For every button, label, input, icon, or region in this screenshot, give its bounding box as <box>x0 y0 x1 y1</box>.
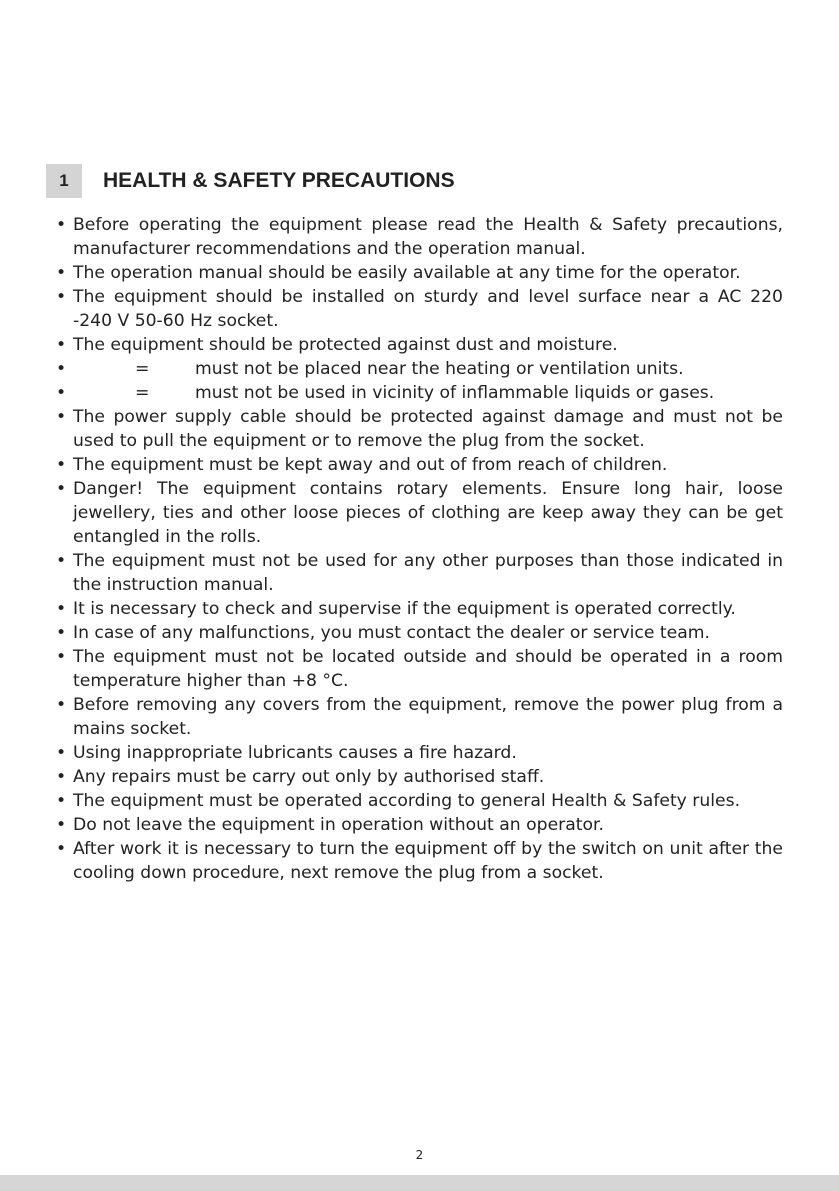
bullet-icon: • <box>56 647 67 667</box>
bullet-icon: • <box>56 599 67 619</box>
list-item <box>56 789 783 813</box>
item-text: The power supply cable should be protected against damage and must not be used to pull the equipment or to remove the plug from the socket. <box>73 407 783 451</box>
bullet-icon: • <box>56 359 67 379</box>
item-text: Any repairs must be carry out only by authorised staff. <box>73 767 545 787</box>
list-item <box>56 477 783 549</box>
bullet-icon: • <box>56 551 67 571</box>
list-item <box>56 333 783 357</box>
precautions-list <box>56 213 783 885</box>
bullet-icon: • <box>56 335 67 355</box>
item-text: The operation manual should be easily available at any time for the operator. <box>73 263 741 283</box>
section-heading <box>46 164 455 198</box>
item-text: Using inappropriate lubricants causes a fire hazard. <box>73 743 517 763</box>
list-item <box>56 285 783 333</box>
bullet-icon: • <box>56 815 67 835</box>
item-text: After work it is necessary to turn the equipment off by the switch on unit after the cooling down procedure, next remove the plug from a socket. <box>73 839 783 883</box>
list-item <box>56 765 783 789</box>
bullet-icon: • <box>56 215 67 235</box>
list-item <box>56 813 783 837</box>
ditto-mark: = <box>135 383 150 403</box>
item-text: The equipment must not be located outside and should be operated in a room temperature higher than +8 °C. <box>73 647 783 691</box>
bullet-icon: • <box>56 455 67 475</box>
list-item <box>56 597 783 621</box>
ditto-mark: = <box>135 359 150 379</box>
section-title: HEALTH & SAFETY PRECAUTIONS <box>103 169 455 192</box>
list-item <box>56 837 783 885</box>
item-text: Before removing any covers from the equipment, remove the power plug from a mains socket. <box>73 695 783 739</box>
bullet-icon: • <box>56 263 67 283</box>
list-item <box>56 381 783 405</box>
section-number: 1 <box>46 164 82 198</box>
item-text: must not be used in vicinity of inflammable liquids or gases. <box>195 383 715 403</box>
bullet-icon: • <box>56 287 67 307</box>
bullet-icon: • <box>56 839 67 859</box>
list-item <box>56 621 783 645</box>
page-number: 2 <box>415 1148 424 1162</box>
bullet-icon: • <box>56 695 67 715</box>
bullet-icon: • <box>56 383 67 403</box>
list-item <box>56 693 783 741</box>
bullet-icon: • <box>56 407 67 427</box>
list-item <box>56 645 783 693</box>
list-item <box>56 213 783 261</box>
bottom-bar <box>0 1175 839 1191</box>
item-text: The equipment should be installed on sturdy and level surface near a AC 220 -240 V 50-60 Hz socket. <box>73 287 783 331</box>
bullet-icon: • <box>56 791 67 811</box>
list-item <box>56 549 783 597</box>
item-text: Danger! The equipment contains rotary elements. Ensure long hair, loose jewellery, ties and other loose pieces of clothing are keep away they can be get entangled in the rolls. <box>73 479 783 547</box>
item-text: The equipment must not be used for any other purposes than those indicated in the instruction manual. <box>73 551 783 595</box>
item-text: The equipment must be kept away and out of from reach of children. <box>73 455 668 475</box>
list-item <box>56 453 783 477</box>
list-item <box>56 741 783 765</box>
bullet-icon: • <box>56 623 67 643</box>
item-text: must not be placed near the heating or ventilation units. <box>195 359 684 379</box>
item-text: Do not leave the equipment in operation without an operator. <box>73 815 604 835</box>
item-text: The equipment should be protected against dust and moisture. <box>73 335 618 355</box>
item-text: Before operating the equipment please read the Health & Safety precautions, manufacturer recommendations and the operation manual. <box>73 215 783 259</box>
list-item <box>56 357 783 381</box>
item-text: In case of any malfunctions, you must contact the dealer or service team. <box>73 623 710 643</box>
list-item <box>56 405 783 453</box>
bullet-icon: • <box>56 479 67 499</box>
list-item <box>56 261 783 285</box>
bullet-icon: • <box>56 767 67 787</box>
item-text: It is necessary to check and supervise if the equipment is operated correctly. <box>73 599 736 619</box>
item-text: The equipment must be operated according to general Health & Safety rules. <box>73 791 741 811</box>
bullet-icon: • <box>56 743 67 763</box>
